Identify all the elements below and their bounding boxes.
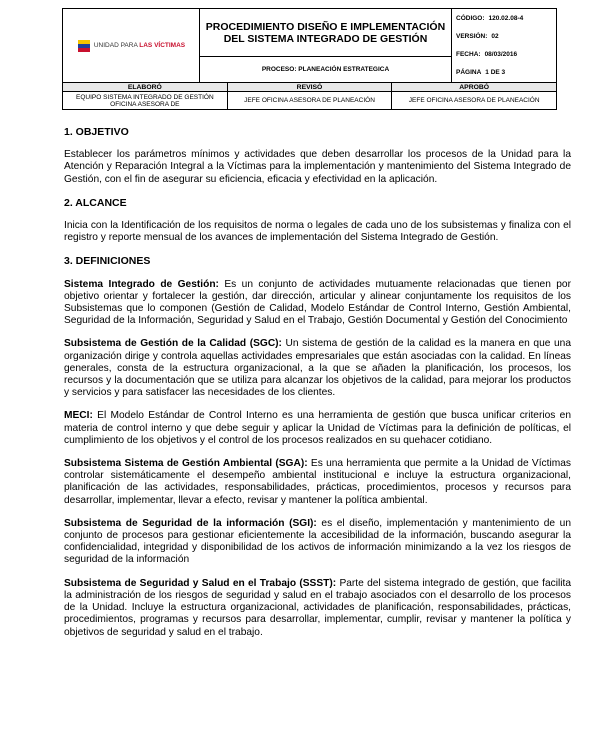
name-reviso: JEFE OFICINA ASESORA DE PLANEACIÓN bbox=[227, 92, 392, 109]
objetivo-heading: 1. OBJETIVO bbox=[64, 126, 129, 138]
role-elaboro: ELABORÓ bbox=[127, 83, 162, 91]
document-header-table bbox=[62, 8, 557, 110]
logo-cell bbox=[63, 9, 200, 82]
definition-sig: Sistema Integrado de Gestión: Es un conjunto de actividades mutuamente relacionadas que tienen por objetivo orientar y fortalecer la gestión, dar dirección, articular y alinear conjuntamente los requisitos de los Subsistemas que lo componen (Gestión de Calidad, Modelo Estándar de Control Interno, Gestión Ambiental, Seguridad de la Información, Seguridad y Salud en el Trabajo, Gestión Documental y Gestión del Conocimiento bbox=[64, 278, 571, 327]
objetivo-text: Establecer los parámetros mínimos y actividades que deben desarrollar los procesos de la Unidad para la Atención y Reparación Integral a la Víctimas para la implementación y mantenimiento del Sistema Integrado de Gestión, con el fin de asegurar su eficiencia, eficacia y efectividad en la aplicación. bbox=[64, 149, 571, 185]
alcance-heading: 2. ALCANCE bbox=[64, 196, 127, 209]
definiciones-heading: 3. DEFINICIONES bbox=[64, 255, 151, 268]
definition-ssst: Subsistema de Seguridad y Salud en el Trabajo (SSST): Parte del sistema integrado de gestión, que facilita la administración de los riesgos de seguridad y salud en el trabajo asociados con el desarrollo de los procesos de la Unidad. Incluye la estructura organizacional, actividades de planificación, responsabilidades, prácticas, procedimientos, programas y recursos para desarrollar, implementar, cumplir, revisar y mantener la política y objetivos de seguridad y salud en el trabajo. bbox=[64, 577, 571, 638]
definition-meci: MECI: El Modelo Estándar de Control Interno es una herramienta de gestión que busca unificar criterios en materia de control interno y que debe seguir y aplicar la Unidad de Víctimas para la definición de políticas, el cumplimiento de los objetivos y el control de los procesos realizados en su quehacer cotidiano. bbox=[64, 410, 571, 446]
definition-sga: Subsistema Sistema de Gestión Ambiental (SGA): Es una herramienta que permite a la Unidad de Víctimas controlar sistemáticamente el desempeño ambiental institucional e incluye la estructura organizacional, planificación de las actividades, responsabilidades, prácticas, procedimientos, procesos y recursos para desarrollar, implementar, llevar a efecto, revisar y mantener la política ambiental. bbox=[64, 458, 571, 506]
document-body bbox=[64, 126, 571, 639]
definition-sgi: Subsistema de Seguridad de la información (SGI): es el diseño, implementación y mantenimiento de un conjunto de procesos para gestionar eficientemente la accesibilidad de la información, buscando asegurar la confidencialidad, integridad y disponibilidad de los activos de información minimizando a la vez los riesgos de seguridad de la información bbox=[64, 517, 571, 566]
unidad-victimas-logo bbox=[77, 39, 185, 53]
document-title: PROCEDIMIENTO DISEÑO E IMPLEMENTACIÓN DEL SISTEMA INTEGRADO DE GESTIÓN bbox=[200, 9, 451, 57]
meta-date: FECHA: 08/03/2016 bbox=[456, 51, 518, 59]
approval-names-row bbox=[63, 92, 556, 109]
name-aprobo: JEFE OFICINA ASESORA DE PLANEACIÓN bbox=[391, 92, 556, 109]
colombia-seal-icon bbox=[77, 39, 91, 53]
definition-sgc: Subsistema de Gestión de la Calidad (SGC): Un sistema de gestión de la calidad es la manera en que una organización dirige y controla aquellas actividades empresariales que están asociadas con la calidad. En líneas generales, consta de la estructura organizacional, a la que se añaden la planificación, los procesos, los recursos y la documentación que se utiliza para alcanzar los objetivos de la calidad, para mejorar los productos y servicios y para satisfacer las necesidades de los clientes. bbox=[64, 338, 572, 399]
role-aprobo: APROBÓ bbox=[391, 83, 556, 91]
alcance-text: Inicia con la Identificación de los requisitos de norma o legales de cada uno de los subsistemas y finaliza con el registro y reporte mensual de los avances de implementación del Sistema Integrado de Gestión. bbox=[64, 220, 571, 244]
logo-label-2: LAS VÍCTIMAS bbox=[139, 42, 186, 49]
name-elaboro: EQUIPO SISTEMA INTEGRADO DE GESTIÓN OFICINA ASESORA DE bbox=[76, 93, 214, 108]
role-reviso: REVISÓ bbox=[227, 83, 392, 91]
logo-label-1: UNIDAD PARA bbox=[93, 42, 138, 49]
meta-version: VERSIÓN: 02 bbox=[456, 32, 499, 40]
meta-code: CÓDIGO: 120.02.08-4 bbox=[456, 14, 524, 22]
process-name: PROCESO: PLANEACIÓN ESTRATEGICA bbox=[261, 66, 390, 73]
document-meta bbox=[452, 9, 556, 82]
approval-roles-row bbox=[63, 83, 556, 92]
meta-page: PÁGINA 1 DE 3 bbox=[456, 69, 506, 77]
